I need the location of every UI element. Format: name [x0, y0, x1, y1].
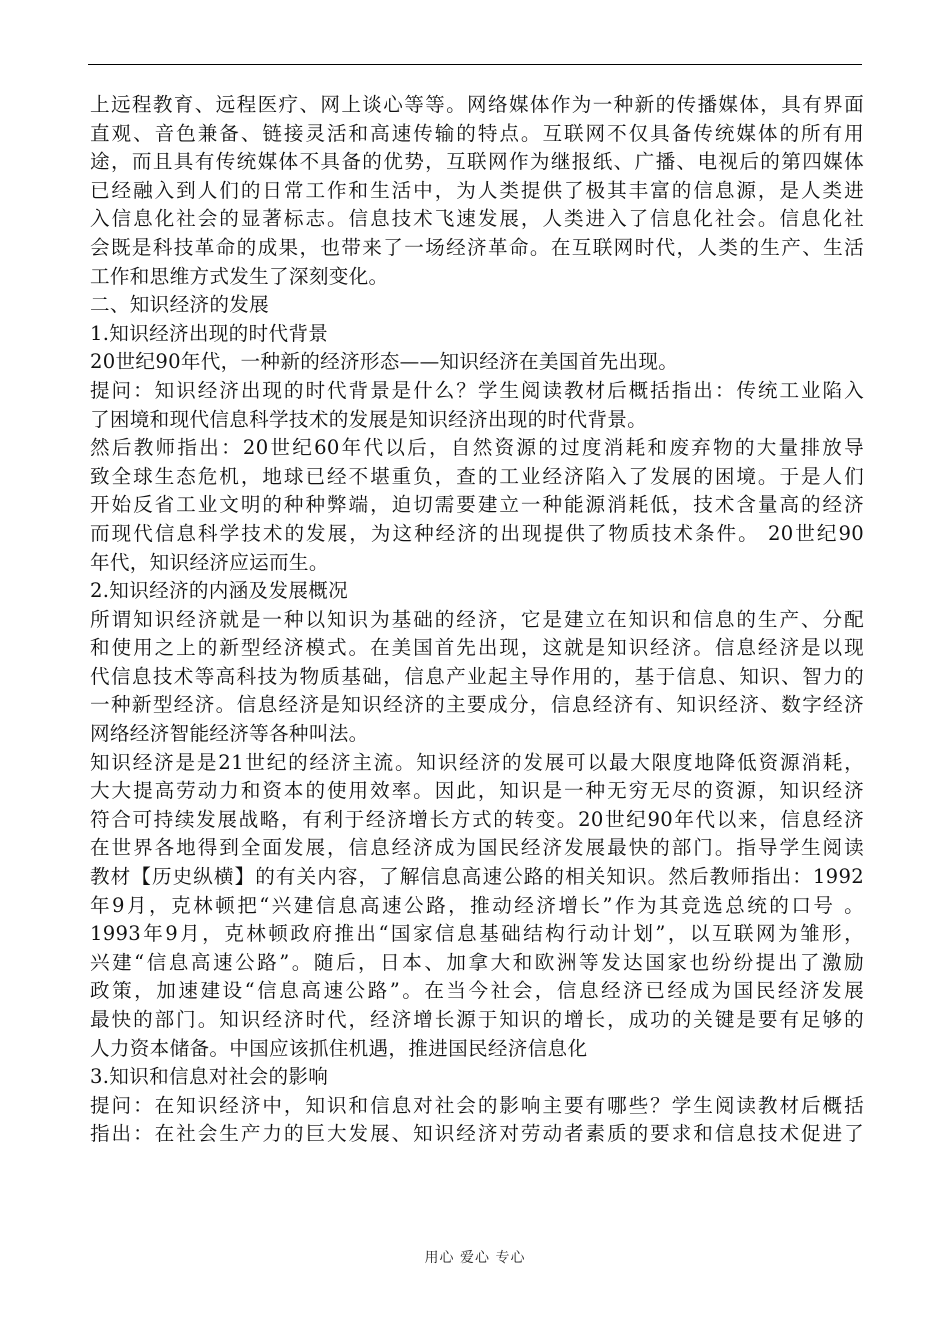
- text-line: 入信息化社会的显著标志。信息技术飞速发展，人类进入了信息化社会。信息化社: [90, 207, 864, 231]
- text-line: 符合可持续发展战略，有利于经济增长方式的转变。20世纪90年代以来，信息经济: [90, 807, 864, 831]
- text-line: 最快的部门。知识经济时代，经济增长源于知识的增长，成功的关键是要有足够的: [90, 1008, 864, 1031]
- text-line: 20世纪90年代，一种新的经济形态——知识经济在美国首先出现。: [90, 350, 679, 374]
- text-line: 提问：在知识经济中，知识和信息对社会的影响主要有哪些？学生阅读教材后概括: [90, 1093, 864, 1117]
- text-line: 开始反省工业文明的种种弊端，迫切需要建立一种能源消耗低，技术含量高的经济: [90, 493, 864, 517]
- text-line: 会既是科技革命的成果，也带来了一场经济革命。在互联网时代，人类的生产、生活: [90, 235, 864, 259]
- text-line: 然后教师指出：20世纪60年代以后，自然资源的过度消耗和废弃物的大量排放导: [90, 436, 864, 460]
- text-line: 已经融入到人们的日常工作和生活中，为人类提供了极其丰富的信息源，是人类进: [90, 178, 864, 202]
- text-line: 直观、音色兼备、链接灵活和高速传输的特点。互联网不仅具备传统媒体的所有用: [90, 121, 864, 145]
- text-line: 在世界各地得到全面发展，信息经济成为国民经济发展最快的部门。指导学生阅读: [90, 836, 864, 860]
- subsection-heading: 3.知识和信息对社会的影响: [90, 1065, 329, 1089]
- text-line: 了困境和现代信息科学技术的发展是知识经济出现的时代背景。: [90, 407, 648, 431]
- text-line: 网络经济智能经济等各种叫法。: [90, 722, 369, 746]
- text-line: 兴建“信息高速公路”。随后，日本、加拿大和欧洲等发达国家也纷纷提出了激励: [90, 950, 864, 974]
- text-line: 致全球生态危机，地球已经不堪重负，查的工业经济陷入了发展的困境。于是人们: [90, 464, 864, 488]
- text-line: 途，而且具有传统媒体不具备的优势，互联网作为继报纸、广播、电视后的第四媒体: [90, 150, 864, 174]
- subsection-heading: 1.知识经济出现的时代背景: [90, 321, 329, 345]
- text-line: 所谓知识经济就是一种以知识为基础的经济，它是建立在知识和信息的生产、分配: [90, 607, 864, 631]
- text-line: 指出：在社会生产力的巨大发展、知识经济对劳动者素质的要求和信息技术促进了: [90, 1122, 864, 1146]
- text-line: 1993年9月，克林顿政府推出“国家信息基础结构行动计划”，以互联网为雏形，: [90, 922, 864, 946]
- header-rule: [88, 64, 862, 65]
- body-text: [90, 91, 864, 1149]
- text-line: 人力资本储备。中国应该抓住机遇，推进国民经济信息化: [90, 1036, 588, 1060]
- text-line: 代信息技术等高科技为物质基础，信息产业起主导作用的，基于信息、知识、智力的: [90, 664, 864, 688]
- text-line: 政策，加速建设“信息高速公路”。在当今社会，信息经济已经成为国民经济发展: [90, 979, 864, 1003]
- text-line: 年代，知识经济应运而生。: [90, 550, 329, 574]
- page-footer: 用心 爱心 专心: [424, 1250, 526, 1266]
- text-line: 而现代信息科学技术的发展，为这种经济的出现提供了物质技术条件。 20世纪90: [90, 521, 864, 545]
- section-heading: 二、知识经济的发展: [90, 293, 270, 317]
- text-line: 年9月，克林顿把“兴建信息高速公路，推动经济增长”作为其竞选总统的口号 。: [90, 893, 864, 917]
- text-line: 工作和思维方式发生了深刻变化。: [90, 264, 389, 288]
- text-line: 大大提高劳动力和资本的使用效率。因此，知识是一种无穷无尽的资源，知识经济: [90, 779, 864, 803]
- text-line: 提问：知识经济出现的时代背景是什么？学生阅读教材后概括指出：传统工业陷入: [90, 378, 864, 402]
- text-line: 和使用之上的新型经济模式。在美国首先出现，这就是知识经济。信息经济是以现: [90, 636, 864, 660]
- text-line: 教材【历史纵横】的有关内容，了解信息高速公路的相关知识。然后教师指出：1992: [90, 865, 864, 889]
- subsection-heading: 2.知识经济的内涵及发展概况: [90, 579, 349, 603]
- text-line: 一种新型经济。信息经济是知识经济的主要成分，信息经济有、知识经济、数字经济: [90, 693, 864, 717]
- text-line: 上远程教育、远程医疗、网上谈心等等。网络媒体作为一种新的传播媒体，具有界面: [90, 93, 864, 116]
- text-line: 知识经济是是21世纪的经济主流。知识经济的发展可以最大限度地降低资源消耗，: [90, 750, 864, 774]
